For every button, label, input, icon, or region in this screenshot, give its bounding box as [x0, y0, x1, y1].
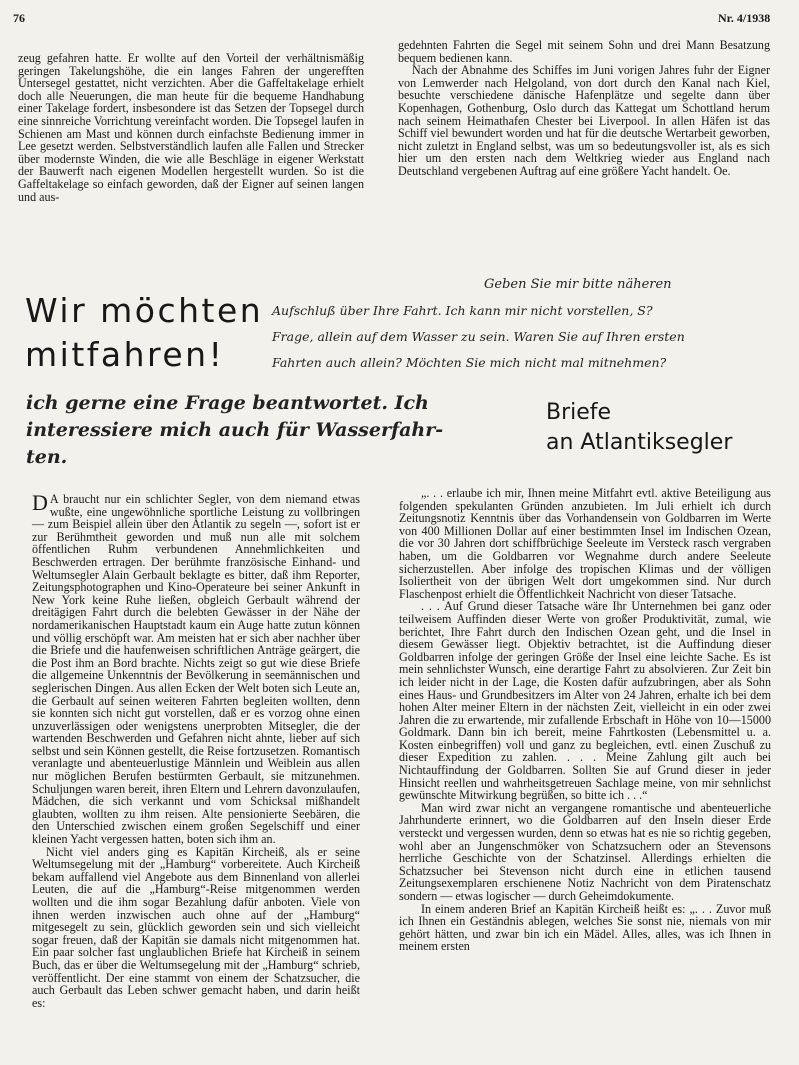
handwritten-note — [272, 272, 772, 376]
paragraph: Nach der Abnahme des Schiffes im Juni vorigen Jahres fuhr der Eigner von Lemwerder nach Helgoland, von dort durch den Kanal nach Kiel, besuchte verschiedene dänische Hafenplätze und segelte dann über Kopenhagen, Gothenburg, Oslo durch das Kattegat um Schottland herum nach seinem Heimathafen Chester bei Liverpool. In allen Häfen ist das Schiff viel bewundert worden und hat für die deutsche Wertarbeit geworben, nicht zuletzt in England selbst, was um so bedeutungsvoller ist, als es sich hier um den ersten nach dem Weltkrieg wieder aus England nach Deutschland vergebenen Auftrag auf eine größere Yacht handelt. Oe. — [398, 63, 770, 178]
paragraph: Man wird zwar nicht an vergangene romantische und abenteuerliche Jahrhunderte erinnert, wo die Goldbarren auf den Inseln dieser Erde versteckt und vergessen wurden, denn so etwas hat es nie so richtig gegeben, wohl aber an Jungenschmöker von Schatzsuchern oder an Stevensons herrliche Geschichte von der Schatzinsel. Allerdings erhielten die Schatzsucher bei Stevenson nicht durch eine in etlichen tausend Zeitungsexemplaren erschienene Notiz Nachricht von dem Piratenschatz sondern — etwas logischer — durch Geheimdokumente. — [399, 800, 771, 903]
body-right-column — [399, 487, 771, 953]
paragraph: Nicht viel anders ging es Kapitän Kircheiß, als er seine Weltumsegelung mit der „Hamburg“ vorbereitete. Auch Kircheiß bekam auffallend viel Angebote aus dem Binnenland von allerlei Leuten, die auf die „Hamburg“-Reise mitgenommen werden wollten und die ihm sogar Bezahlung dafür anboten. Viele von ihnen werden inzwischen auch ohne auf der „Hamburg“ mitgesegelt zu sein, glücklich geworden sein und sich vielleicht sogar freuen, daß der Kapitän sie damals nicht mitgenommen hat. Ein paar solcher fast unglaublichen Briefe hat Kircheiß in seinem Buch, das er über die Weltumsegelung mit der „Hamburg“ schrieb, veröffentlicht. Der eine stammt von einem der Schatzsucher, die auch Gerbault das Leben schwer gemacht haben, und darin heißt es: — [32, 844, 360, 1010]
paragraph: „. . . erlaube ich mir, Ihnen meine Mitfahrt evtl. aktive Beteiligung aus folgenden spekulanten Gründen anzubieten. Im Juli erhielt ich durch Zeitungsnotiz Kenntnis über das Vorhandensein von Goldbarren im Werte von 400 Millionen Dollar auf einer bestimmten Insel im Indischen Ozean, die vor 30 Jahren dort schiffbrüchige Seeleute im Versteck rasch vergraben haben, um die Goldbarren vor Wegnahme durch andere Seeleute sicherzustellen. Aber infolge des tropischen Klimas und der völligen Isoliertheit von der übrigen Welt dort umgekommen sind. Nur durch Flaschenpost erhielt die Öffentlichkeit Nachricht von dieser Tatsache. — [399, 486, 771, 601]
handwriting-line: ten. — [26, 446, 68, 468]
handwriting-line: Frage, allein auf dem Wasser zu sein. Waren Sie auf Ihren ersten — [272, 329, 685, 344]
subheadline-line: Briefe — [546, 400, 612, 425]
issue-number: Nr. 4/1938 — [718, 11, 771, 25]
handwriting-line: Fahrten auch allein? Möchten Sie mich nicht mal mitnehmen? — [272, 355, 667, 370]
paragraph: gedehnten Fahrten die Segel mit seinem Sohn und drei Mann Besatzung bequem bedienen kann. — [398, 38, 770, 65]
headline-line: Wir möchten — [25, 291, 264, 330]
paragraph — [32, 490, 360, 847]
handwriting-line: Aufschluß über Ihre Fahrt. Ich kann mir nicht vorstellen, S? — [272, 303, 653, 318]
handwriting-line: Geben Sie mir bitte näheren — [484, 277, 672, 292]
headline-line: mitfahren! — [25, 335, 225, 374]
top-left-column — [18, 52, 364, 203]
paragraph: In einem anderen Brief an Kapitän Kircheiß heißt es: „. . . Zuvor muß ich Ihnen ein Geständnis ablegen, welches Sie sonst nie, niemals von mir gehört hätten, und zwar bin ich ein Mädel. Alles, alles, was ich Ihnen in meinem ersten — [399, 901, 771, 954]
handwriting-line: ich gerne eine Frage beantwortet. Ich — [26, 392, 429, 414]
paragraph: . . . Auf Grund dieser Tatsache wäre Ihr Unternehmen bei ganz oder teilweisem Auffinden dieser Werte von großer Produktivität, zumal, wie berichtet, Ihre Fahrt durch den Indischen Ozean geht, und die Insel in diesem Gewässer liegt. Objektiv betrachtet, ist die Auffindung dieser Goldbarren infolge der geringen Größe der Insel eine leichte Sache. Es ist mein sehnlichster Wunsch, eine derartige Fahrt zu absolvieren. Zur Zeit bin ich leider nicht in der Lage, die Kosten dafür aufzubringen, aber als Sohn eines Haus- und Grundbesitzers im Alter von 24 Jahren, erhalte ich bei dem hohen Alter meiner Eltern in der nächsten Zeit, vielleicht in ein oder zwei Jahren die zu erwartende, mir zufallende Erbschaft in Höhe von 10—15000 Goldmark. Dann bin ich bereit, meine Fahrtkosten (Lebensmittel u. a. Kosten einbegriffen) voll und ganz zu begleichen, evtl. einen Zuschuß zu dieser Expedition zu zahlen. . . . Meine Zahlung gilt auch bei Nichtauffindung der Goldbarren. Sollten Sie auf Grund dieser in jeder Hinsicht reellen und wahrheitsgetreuen Sachlage meine, von mir sehnlichst gewünschte Mitwirkung begrüßen, so bitte ich . . .“ — [399, 599, 771, 803]
body-left-column — [32, 490, 360, 1010]
page-number: 76 — [13, 11, 25, 25]
handwritten-note-bold — [26, 390, 536, 471]
subheadline — [546, 398, 732, 458]
drop-cap: D — [32, 490, 48, 515]
paragraph: zeug gefahren hatte. Er wollte auf den Vorteil der verhältnismäßig geringen Takelungshöhe, die ein langes Fahren der ungerefften Untersegel gestattet, nicht verzichten. Aber die Gaffeltakelage erhielt doch alle Neuerungen, die man heute für die bequeme Handhabung einer Takelage fordert, insbesondere ist das Setzen der Topsegel durch eine sinnreiche Vorrichtung vereinfacht worden. Die Topsegel laufen in Schienen am Mast und können durch einfachste Bedienung immer in Lee gesetzt werden. Selbstverständlich laufen alle Fallen und Strecker über modernste Winden, die wie alle Beschläge in eigener Werkstatt der Bauwerft nach eigenen Modellen hergestellt wurden. So ist die Gaffeltakelage so einfach geworden, daß der Eigner auf seinen langen und aus- — [18, 51, 364, 204]
headline — [25, 289, 263, 377]
handwriting-line: interessiere mich auch für Wasserfahr- — [26, 419, 444, 441]
paragraph-text: A braucht nur ein schlichter Segler, von dem niemand etwas wußte, eine ungewöhnliche sportliche Leistung zu vollbringen — zum Beispiel allein über den Atlantik zu segeln —, sofort ist er zur Berühmtheit geworden und muß nun alle mit solchem öffentlichen Ruhm verbundenen Annehmlichkeiten und Beschwerden ertragen. Der berühmte französische Einhand- und Weltumsegler Alain Gerbault beklagte es bitter, daß ihm Reporter, Zeitungsphotographen und Kino-Operateure bei seiner Ankunft in New York keine Ruhe ließen, obgleich Gerbault während der dreitägigen Fahrt durch die belebten Gewässer in der Nähe der nordamerikanischen Hauptstadt kaum ein Auge hatte zutun können und völlig erschöpft war. Am meisten hat er sich aber nachher über die Briefe und die haufenweisen schriftlichen Anträge geärgert, die die Post ihm an Bord brachte. Nichts zeigt so gut wie diese Briefe die allgemeine Unkenntnis der Bevölkerung in seemännischen und seglerischen Dingen. Aus allen Ecken der Welt boten sich Leute an, die Gerbault auf seinen weiteren Fahrten begleiten wollten, denn sie konnten sich nicht gut vorstellen, daß er es vorzog ohne einen unzuverlässigen oder wenigstens unerprobten Mitsegler, die der wartenden Beschwerden und Gefahren nicht ahnte, lieber auf sich selbst und sein Können gestellt, die Reise fortzusetzen. Romantisch veranlagte und abenteuerlustige Männlein und Weiblein aus allen nur möglichen Berufen bestürmten Gerbault, sie mitzunehmen. Schuljungen waren bereit, ihren Eltern und Lehrern davonzulaufen, Mädchen, die sich verkannt und vom Schicksal mißhandelt glaubten, wollten zu ihm reisen. Alte pensionierte Seebären, die den Unterschied zwischen einem großen Segelschiff und einer kleinen Yacht vergessen hatten, boten sich ihm an. — [32, 492, 360, 847]
subheadline-line: an Atlantiksegler — [546, 430, 733, 455]
top-right-column — [398, 39, 770, 178]
